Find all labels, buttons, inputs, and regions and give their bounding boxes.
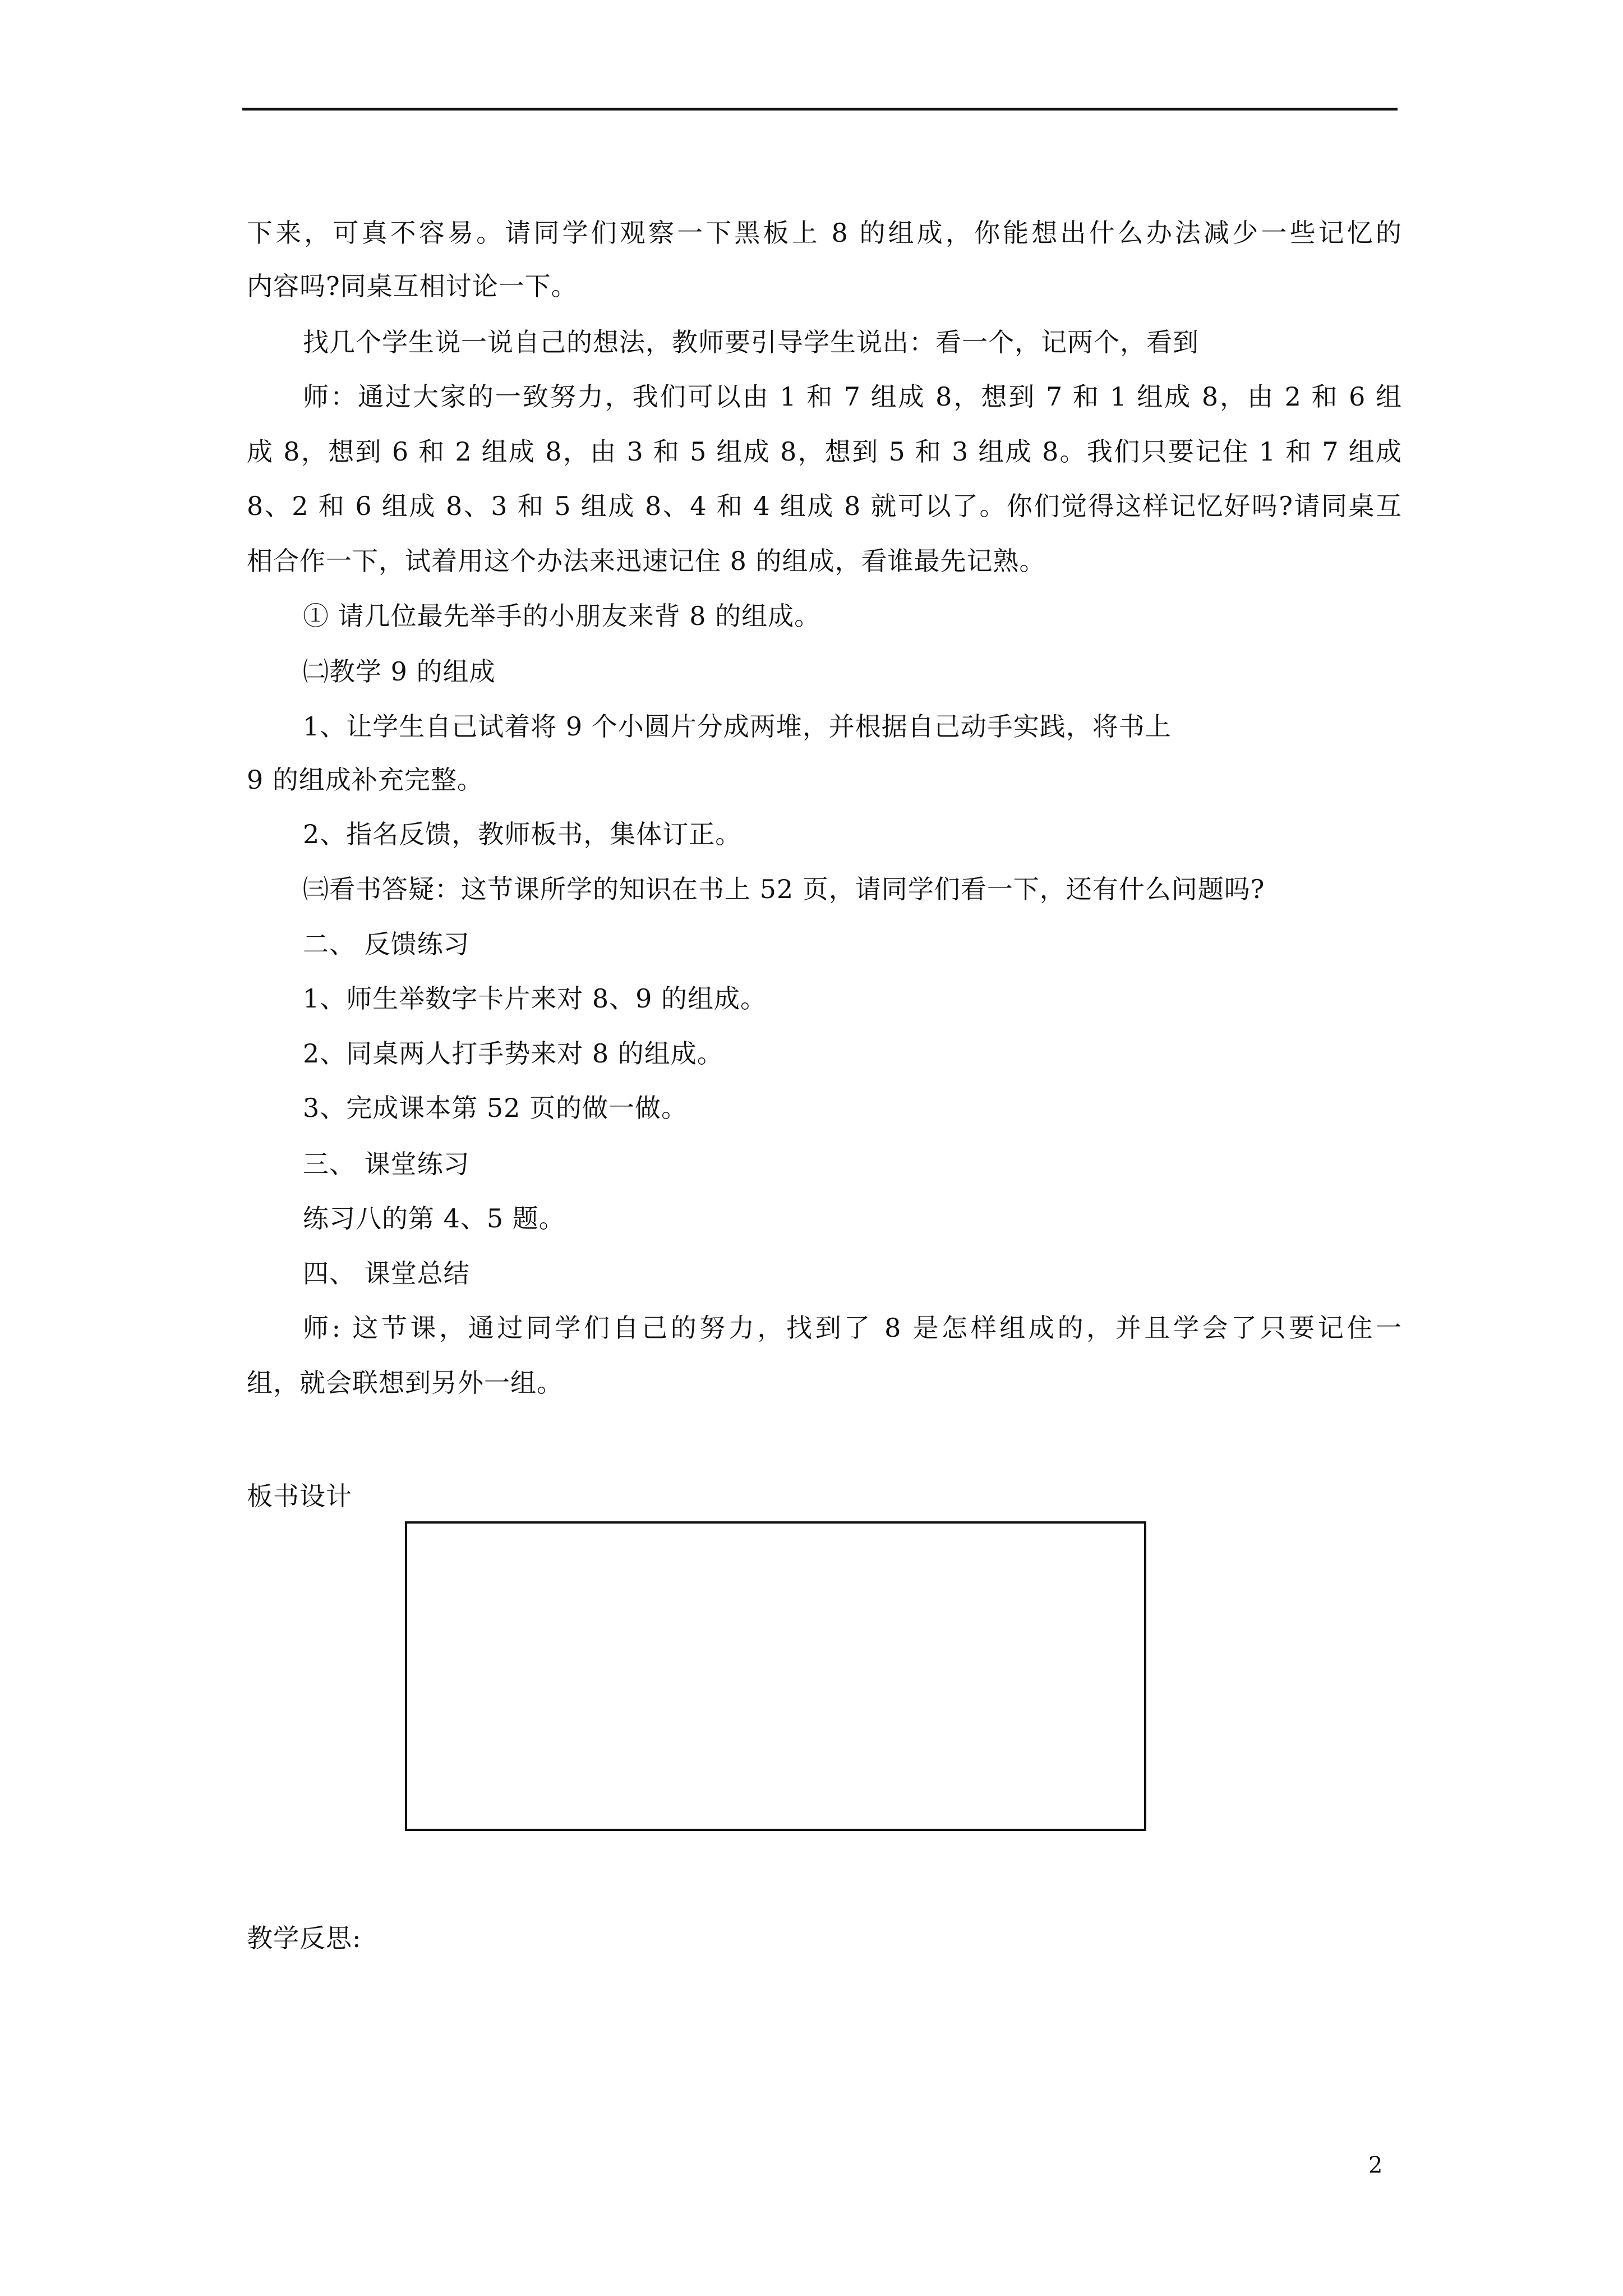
- section-heading-review: ㈢看书答疑：这节课所学的知识在书上 52 页，请同学们看一下，还有什么问题吗?: [303, 874, 1265, 904]
- feedback-item-1: 1、师生举数字卡片来对 8、9 的组成。: [303, 983, 767, 1014]
- list-item-circled-1: ① 请几位最先举手的小朋友来背 8 的组成。: [303, 601, 821, 631]
- reflection-label: 教学反思:: [247, 1923, 362, 1953]
- paragraph-line-3: 找几个学生说一说自己的想法，教师要引导学生说出：看一个，记两个，看到: [303, 327, 1199, 357]
- header-rule: [242, 108, 1398, 111]
- list-item-2: 2、指名反馈，教师板书，集体订正。: [303, 819, 742, 849]
- section-heading-class-practice: 三、 课堂练习: [303, 1149, 470, 1179]
- summary-line-1: 师: 这节课，通过同学们自己的努力，找到了 8 是怎样组成的，并且学会了只要记住一: [303, 1313, 1402, 1343]
- section-heading-feedback-practice: 二、 反馈练习: [303, 929, 470, 959]
- section-heading-teach-9: ㈡教学 9 的组成: [303, 656, 496, 687]
- paragraph-line-2: 内容吗?同桌互相讨论一下。: [247, 271, 578, 301]
- board-design-label: 板书设计: [247, 1481, 352, 1511]
- feedback-item-2: 2、同桌两人打手势来对 8 的组成。: [303, 1038, 723, 1069]
- paragraph-line-6: 8、2 和 6 组成 8、3 和 5 组成 8、4 和 4 组成 8 就可以了。你们觉得这样记忆好吗?请同桌互: [247, 491, 1402, 521]
- section-heading-summary: 四、 课堂总结: [303, 1258, 470, 1289]
- summary-line-2: 组，就会联想到另外一组。: [247, 1368, 563, 1398]
- list-item-1: 1、让学生自己试着将 9 个小圆片分成两堆，并根据自己动手实践，将书上: [303, 711, 1172, 742]
- paragraph-line-7: 相合作一下，试着用这个办法来迅速记住 8 的组成，看谁最先记熟。: [247, 546, 1046, 576]
- page-number: 2: [1368, 2152, 1383, 2178]
- board-design-box: [405, 1521, 1146, 1831]
- paragraph-line-5: 成 8，想到 6 和 2 组成 8，由 3 和 5 组成 8，想到 5 和 3 组成 8。我们只要记住 1 和 7 组成: [247, 436, 1402, 467]
- paragraph-line-4: 师：通过大家的一致努力，我们可以由 1 和 7 组成 8，想到 7 和 1 组成 8，由 2 和 6 组: [303, 381, 1402, 412]
- paragraph-line-1: 下来，可真不容易。请同学们观察一下黑板上 8 的组成，你能想出什么办法减少一些记忆的: [247, 218, 1402, 248]
- class-practice-item: 练习八的第 4、5 题。: [303, 1203, 565, 1234]
- feedback-item-3: 3、完成课本第 52 页的做一做。: [303, 1093, 688, 1123]
- list-item-1-continued: 9 的组成补充完整。: [247, 765, 483, 795]
